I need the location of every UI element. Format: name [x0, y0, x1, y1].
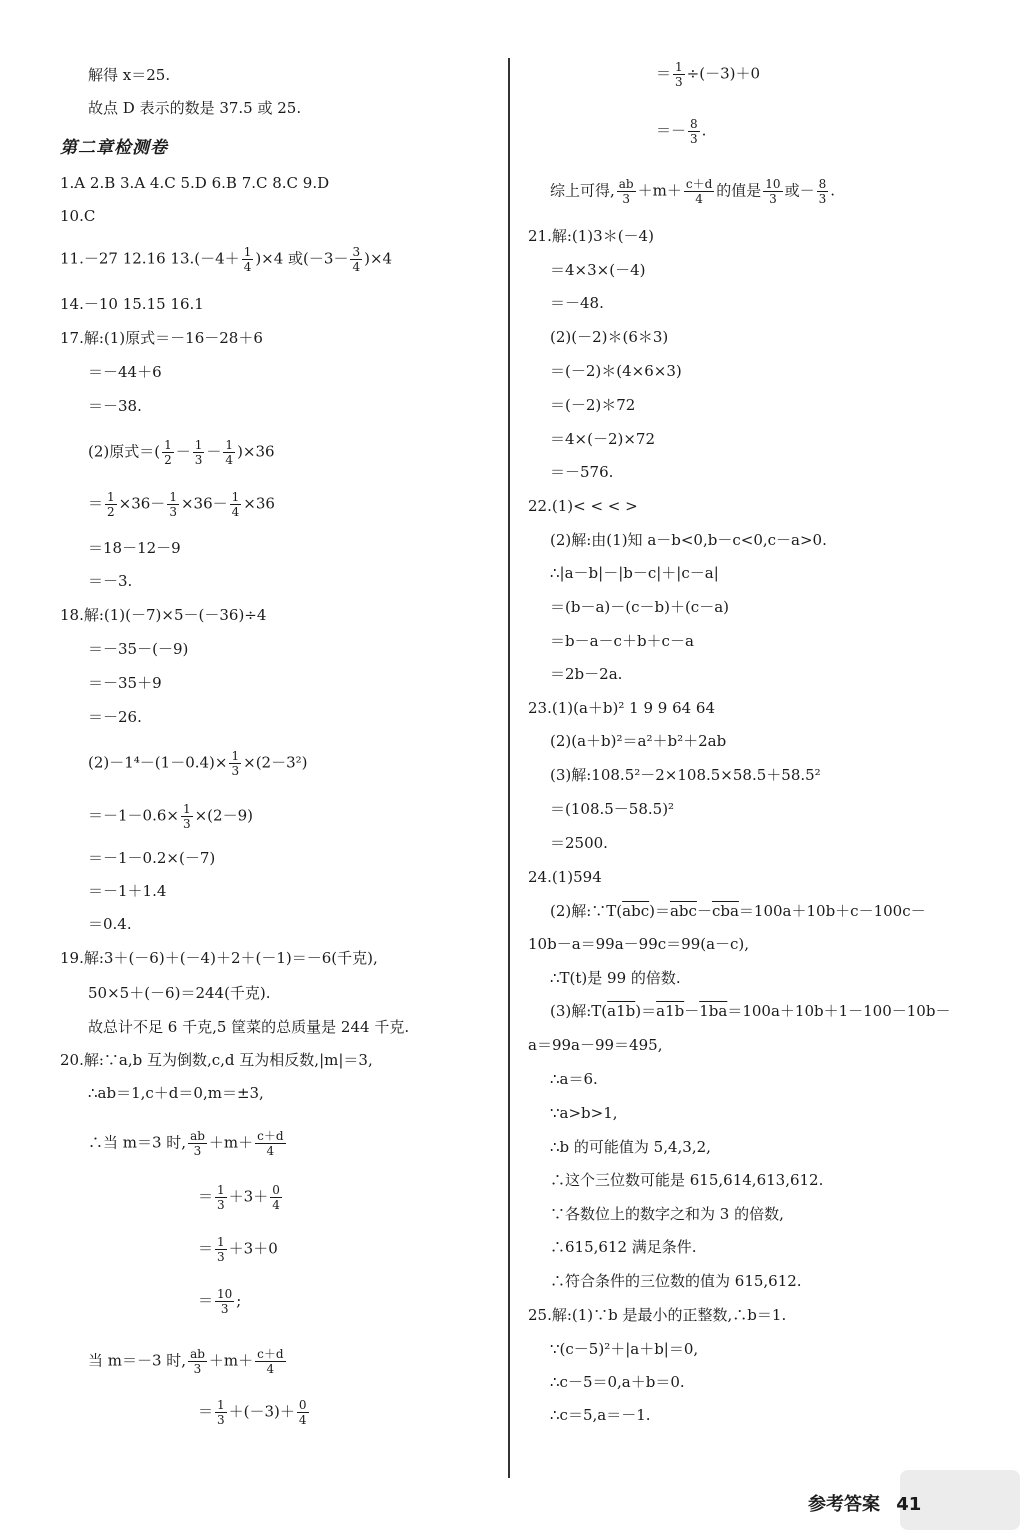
text-fragment: ＝－1－0.6× [88, 806, 179, 825]
solution-line: ＝(－2)＊(4×6×3) [550, 362, 682, 380]
solution-line: 20.解:∵a,b 互为倒数,c,d 互为相反数,|m|＝3, [60, 1051, 373, 1069]
solution-line [550, 1001, 950, 1021]
solution-line: ＝4×3×(－4) [550, 261, 646, 279]
fraction [215, 1235, 227, 1264]
numerator: 1 [217, 1183, 225, 1197]
solution-line: ＝(－2)＊72 [550, 396, 636, 414]
section-heading: 第二章检测卷 [60, 138, 168, 158]
text-fragment: 11.－27 12.16 13. [60, 249, 195, 268]
solution-line: ＝4×(－2)×72 [550, 430, 656, 448]
solution-line: ＝－3. [88, 572, 133, 590]
text-fragment: － [175, 442, 191, 461]
fraction [229, 749, 241, 778]
fraction [763, 177, 782, 206]
text-fragment: (3)解:T( [550, 1002, 608, 1020]
denominator: 4 [298, 1413, 307, 1427]
numerator: 3 [352, 245, 361, 259]
solution-line [198, 1287, 241, 1316]
text-fragment: ＋3＋0 [228, 1239, 278, 1258]
text-fragment: ＝100a＋10b＋1－100－10b－ [727, 1002, 951, 1020]
text-fragment: － [206, 442, 222, 461]
solution-line: 24.(1)594 [528, 868, 602, 886]
answer-line: 10.C [60, 207, 96, 225]
solution-line: (2)(－2)＊(6＊3) [550, 328, 669, 346]
solution-line: ＝－35－(－9) [88, 640, 189, 658]
numerator: ab [190, 1129, 205, 1143]
solution-line [198, 1398, 311, 1427]
numerator: 8 [690, 117, 698, 131]
fraction [105, 490, 117, 519]
fraction [188, 1347, 207, 1376]
text-fragment: ＝－ [656, 121, 687, 140]
text-fragment: . [701, 121, 707, 140]
solution-line [88, 1129, 288, 1158]
text-fragment: － [684, 1002, 700, 1020]
solution-line: ＝－44＋6 [88, 363, 162, 381]
column-divider [508, 58, 510, 1478]
overlined-number: $\overline{cba}$ [711, 902, 739, 920]
fraction [162, 438, 174, 467]
solution-line: ＝－1＋1.4 [88, 882, 167, 900]
denominator: 3 [217, 1413, 225, 1427]
solution-line: 23.(1)(a＋b)² 1 9 9 64 64 [528, 699, 716, 717]
solution-line: ∵(c－5)²＋|a＋b|＝0, [550, 1340, 699, 1358]
text-fragment: ＋m＋ [208, 1133, 254, 1152]
denominator: 3 [169, 505, 177, 519]
answer-line: 14.－10 15.15 16.1 [60, 295, 204, 313]
denominator: 2 [164, 453, 172, 467]
solution-line: ＝－1－0.2×(－7) [88, 849, 216, 867]
text-fragment: (2)解:∵T( [550, 902, 623, 920]
solution-line: ＝－35＋9 [88, 674, 162, 692]
numerator: 1 [182, 802, 191, 816]
solution-line: 50×5＋(－6)＝244(千克). [88, 984, 271, 1002]
text-fragment: ＝ [88, 494, 104, 513]
text-fragment: (2)－1⁴－(1－0.4)× [88, 753, 228, 772]
denominator: 4 [231, 505, 240, 519]
text-fragment: 当 m＝－3 时, [88, 1351, 187, 1370]
footer-label: 参考答案 [808, 1494, 880, 1515]
solution-line: ∴|a－b|－|b－c|＋|c－a| [550, 564, 719, 582]
text-fragment: ; [236, 1291, 242, 1310]
solution-line [88, 438, 275, 467]
fraction [215, 1183, 227, 1212]
solution-line: ∵各数位上的数字之和为 3 的倍数, [550, 1205, 784, 1223]
denominator: 3 [194, 453, 203, 467]
denominator: 3 [182, 817, 191, 831]
text-fragment: ÷(－3)＋0 [686, 64, 761, 83]
fraction [270, 1183, 282, 1212]
text-fragment: )×4 [364, 249, 393, 268]
overlined-number: a1b [656, 1002, 685, 1020]
text-fragment: ×36 [243, 494, 275, 513]
fraction [350, 245, 362, 274]
text-fragment: . [830, 181, 835, 200]
answer-line: 1.A 2.B 3.A 4.C 5.D 6.B 7.C 8.C 9.D [60, 174, 330, 192]
text-fragment: ＋3＋ [228, 1187, 269, 1206]
text-fragment: ∴当 m＝3 时, [88, 1133, 187, 1152]
denominator: 4 [266, 1144, 275, 1158]
text-fragment: ×36－ [180, 494, 228, 513]
solution-line: a＝99a－99＝495, [528, 1036, 663, 1054]
text-fragment: ＝ [198, 1402, 214, 1421]
denominator: 3 [622, 192, 631, 206]
numerator: 0 [272, 1183, 280, 1197]
fraction [188, 1129, 207, 1158]
text-fragment: ×36－ [118, 494, 166, 513]
solution-line: ＝2b－2a. [550, 665, 623, 683]
numerator: 1 [169, 490, 177, 504]
fraction [684, 177, 714, 206]
numerator: 1 [217, 1235, 225, 1249]
solution-line: ∴c－5＝0,a＋b＝0. [550, 1373, 685, 1391]
solution-line: ＝(108.5－58.5)² [550, 800, 675, 818]
solution-line: 10b－a＝99a－99c＝99(a－c), [528, 935, 750, 953]
solution-line: ＝18－12－9 [88, 539, 181, 557]
text-fragment: ＝ [656, 64, 672, 83]
numerator: c＋d [257, 1347, 284, 1361]
text-fragment: (－4＋ [194, 249, 240, 268]
answer-line-13 [60, 245, 392, 274]
denominator: 4 [695, 192, 703, 206]
denominator: 4 [225, 453, 234, 467]
text-fragment: )×36 [237, 442, 275, 461]
numerator: ab [190, 1347, 205, 1361]
solution-line: ∴T(t)是 99 的倍数. [550, 969, 681, 987]
text-line: 故点 D 表示的数是 37.5 或 25. [88, 99, 302, 117]
solution-line [88, 490, 275, 519]
text-fragment: 的值是 [716, 181, 762, 200]
numerator: 10 [217, 1287, 233, 1301]
denominator: 3 [818, 192, 827, 206]
text-line: 解得 x＝25. [88, 66, 171, 84]
text-fragment: － [696, 902, 712, 920]
text-fragment: ＝100a＋10b＋c－100c－ [738, 902, 926, 920]
denominator: 3 [690, 132, 698, 146]
numerator: c＋d [257, 1129, 284, 1143]
text-fragment: ＝ [198, 1187, 214, 1206]
denominator: 4 [272, 1198, 280, 1212]
solution-line: 22.(1)< < < > [528, 497, 638, 515]
numerator: 0 [298, 1398, 307, 1412]
solution-line [88, 749, 308, 778]
solution-line: 17.解:(1)原式＝－16－28＋6 [60, 329, 263, 347]
solution-line: 故总计不足 6 千克,5 筐菜的总质量是 244 千克. [88, 1018, 410, 1036]
solution-line: (2)解:由(1)知 a－b<0,b－c<0,c－a>0. [550, 531, 827, 549]
numerator: c＋d [685, 177, 713, 191]
page-footer [808, 1490, 921, 1516]
text-fragment: ＝ [198, 1291, 214, 1310]
fraction [817, 177, 829, 206]
fraction [230, 490, 242, 519]
numerator: 1 [675, 60, 683, 74]
denominator: 4 [352, 260, 361, 274]
fraction [673, 60, 685, 89]
solution-line: 19.解:3＋(－6)＋(－4)＋2＋(－1)＝－6(千克), [60, 949, 378, 967]
solution-line [656, 117, 706, 146]
solution-line [656, 60, 760, 89]
fraction [167, 490, 179, 519]
solution-line: ＝(b－a)－(c－b)＋(c－a) [550, 598, 730, 616]
solution-line [550, 177, 835, 206]
fraction [255, 1129, 285, 1158]
denominator: 4 [243, 260, 252, 274]
denominator: 3 [675, 75, 683, 89]
solution-line: ＝－48. [550, 294, 604, 312]
fraction [617, 177, 636, 206]
solution-line [88, 1347, 288, 1376]
numerator: 10 [765, 177, 781, 191]
overlined-number: $\overline{abc}$ [669, 902, 697, 920]
solution-line: ∴615,612 满足条件. [550, 1238, 697, 1256]
overlined-number: $\overline{abc}$ [622, 902, 650, 920]
denominator: 4 [266, 1362, 275, 1376]
fraction [215, 1398, 227, 1427]
solution-line: (2)(a＋b)²＝a²＋b²＋2ab [550, 732, 727, 750]
numerator: 8 [818, 177, 827, 191]
text-fragment: )×4 或(－3－ [255, 249, 349, 268]
solution-line: 18.解:(1)(－7)×5－(－36)÷4 [60, 606, 267, 624]
solution-line [550, 901, 926, 921]
numerator: 1 [225, 438, 234, 452]
numerator: 1 [243, 245, 252, 259]
page-number: 41 [896, 1494, 922, 1515]
fraction [255, 1347, 285, 1376]
solution-line [88, 802, 253, 831]
fraction [297, 1398, 309, 1427]
numerator: ab [618, 177, 634, 191]
numerator: 1 [231, 490, 240, 504]
solution-line [198, 1235, 278, 1264]
numerator: 1 [194, 438, 203, 452]
solution-line: ∴ab＝1,c＋d＝0,m＝±3, [88, 1084, 264, 1102]
denominator: 3 [193, 1362, 202, 1376]
numerator: 1 [231, 749, 240, 763]
fraction [223, 438, 235, 467]
text-fragment: ＋m＋ [637, 181, 682, 200]
text-fragment: ＝ [198, 1239, 214, 1258]
text-fragment: ＋m＋ [208, 1351, 254, 1370]
solution-line: ∴c＝5,a＝－1. [550, 1406, 651, 1424]
numerator: 1 [217, 1398, 225, 1412]
solution-line: ＝－26. [88, 708, 142, 726]
solution-line: 21.解:(1)3＊(－4) [528, 227, 654, 245]
fraction [181, 802, 193, 831]
fraction [688, 117, 700, 146]
denominator: 3 [220, 1302, 229, 1316]
denominator: 3 [231, 764, 240, 778]
solution-line: (3)解:108.5²－2×108.5×58.5＋58.5² [550, 766, 821, 784]
solution-line: ＝b－a－c＋b＋c－a [550, 632, 694, 650]
fraction [193, 438, 205, 467]
solution-line: ＝0.4. [88, 915, 132, 933]
solution-line: ∴符合条件的三位数的值为 615,612. [550, 1272, 802, 1290]
text-fragment: 或－ [784, 181, 815, 200]
denominator: 3 [193, 1144, 202, 1158]
solution-line [198, 1183, 284, 1212]
overlined-number: a1b [607, 1002, 636, 1020]
solution-line: ∵a>b>1, [550, 1104, 618, 1122]
solution-line: ∴a＝6. [550, 1070, 598, 1088]
fraction [242, 245, 254, 274]
numerator: 1 [107, 490, 115, 504]
denominator: 3 [217, 1198, 225, 1212]
solution-line: ＝2500. [550, 834, 608, 852]
text-fragment: )＝ [649, 902, 670, 920]
denominator: 3 [217, 1250, 225, 1264]
text-fragment: ×(2－3²) [243, 753, 308, 772]
solution-line: 25.解:(1)∵b 是最小的正整数,∴b＝1. [528, 1306, 787, 1324]
fraction [215, 1287, 234, 1316]
text-fragment: (2)原式＝( [88, 442, 161, 461]
solution-line: ∴b 的可能值为 5,4,3,2, [550, 1138, 711, 1156]
denominator: 2 [107, 505, 115, 519]
solution-line: ＝－38. [88, 397, 142, 415]
solution-line: ∴这个三位数可能是 615,614,613,612. [550, 1171, 824, 1189]
solution-line: ＝－576. [550, 463, 614, 481]
denominator: 3 [769, 192, 777, 206]
numerator: 1 [164, 438, 172, 452]
text-fragment: ＋(－3)＋ [228, 1402, 295, 1421]
text-fragment: 综上可得, [550, 181, 615, 200]
text-fragment: ×(2－9) [194, 806, 253, 825]
text-fragment: )＝ [635, 1002, 657, 1020]
overlined-number: 1ba [699, 1002, 728, 1020]
